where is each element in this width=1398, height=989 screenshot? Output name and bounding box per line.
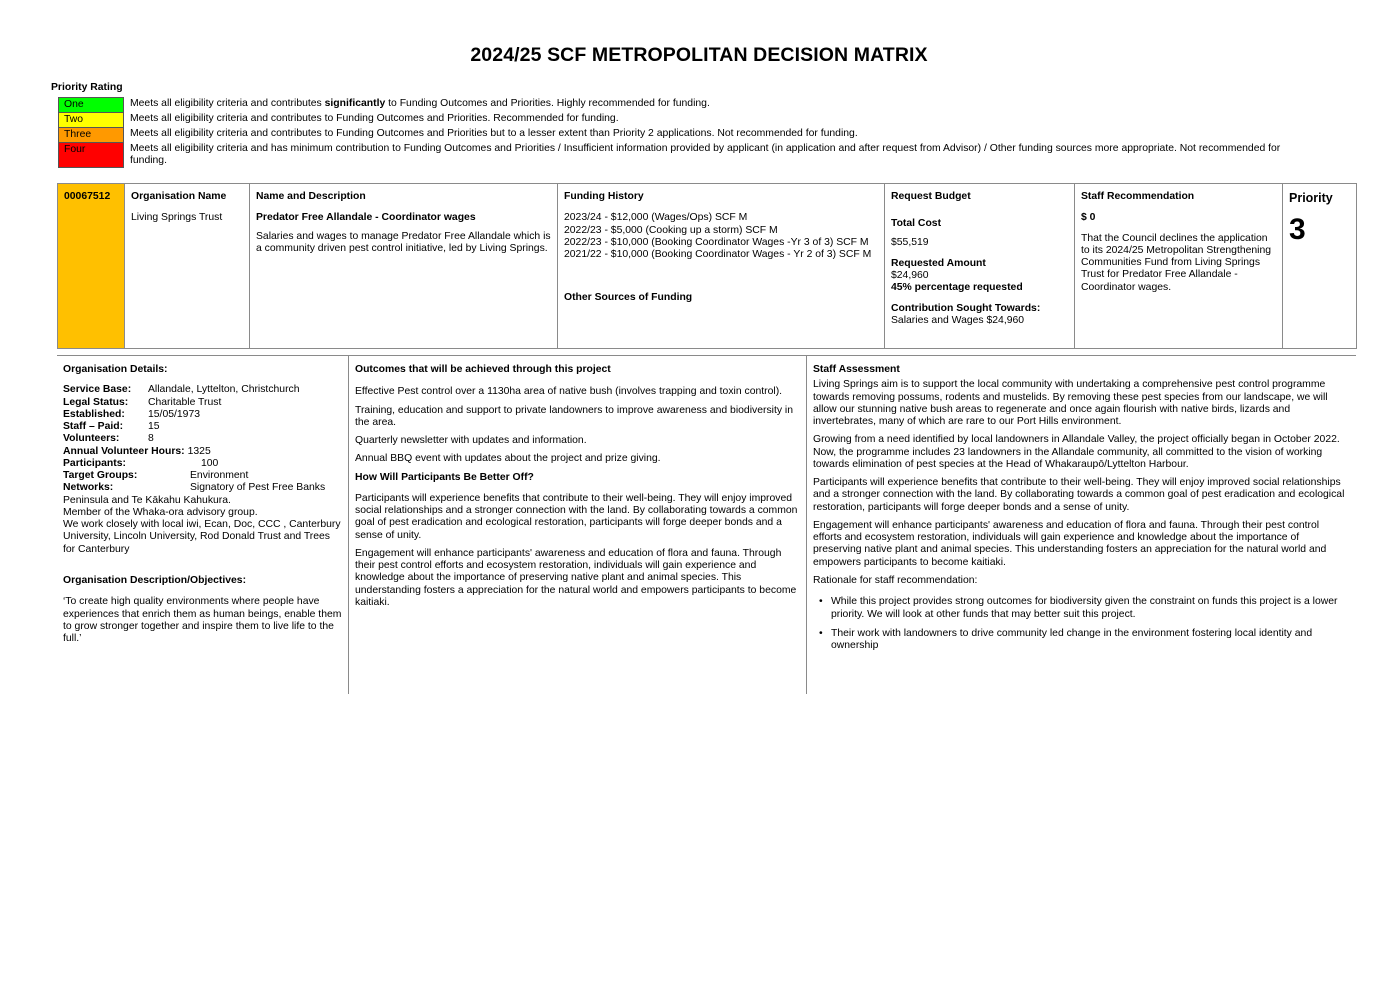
participants-label: Participants: xyxy=(63,457,126,469)
networks-label: Networks: xyxy=(63,482,114,494)
volunteers-label: Volunteers: xyxy=(63,433,120,445)
networks-line: Member of the Whaka-ora advisory group. xyxy=(63,506,258,518)
staff-assessment-column xyxy=(807,356,1352,694)
legal-status-row xyxy=(63,397,342,409)
total-cost-value: $55,519 xyxy=(891,236,929,248)
total-cost-label: Total Cost xyxy=(891,218,942,230)
outcomes-column xyxy=(349,356,807,694)
assessment-paragraph: Growing from a need identified by local landowners in Allandale Valley, the project officially began in October 2022. Now, the programme includes 23 landowners in the Allandale community, all committed to the vision of working towards elimination of pest species at the Head of Whakaraupō/Lyttelton Harbour. xyxy=(813,434,1340,470)
networks-row xyxy=(63,482,342,494)
service-base-label: Service Base: xyxy=(63,384,132,396)
organisation-description: ‘To create high quality environments where people have experiences that enrich them as human beings, enable them to grow stronger together and inspire them to live life to the full.’ xyxy=(63,596,342,645)
page-title: 2024/25 SCF METROPOLITAN DECISION MATRIX xyxy=(470,44,928,66)
funding-history-cell xyxy=(558,184,885,348)
contribution-label: Contribution Sought Towards: xyxy=(891,302,1041,314)
priority-cell xyxy=(1283,184,1356,348)
networks-value: Signatory of Pest Free Banks xyxy=(190,482,326,494)
application-id: 00067512 xyxy=(58,184,125,348)
rationale-item: • While this project provides strong outcomes for biodiversity given the constraint on funds this project is a lower priority. We will look at other funds that may better suit this project. xyxy=(825,596,1346,621)
established-value: 15/05/1973 xyxy=(148,408,201,420)
summary-table xyxy=(57,183,1357,349)
funding-history-item: 2022/23 - $10,000 (Booking Coordinator Wages -Yr 3 of 3) SCF M xyxy=(564,236,869,248)
outcome-item: Training, education and support to private landowners to improve awareness and biodiversity in the area. xyxy=(355,404,793,428)
priority-desc-three: Meets all eligibility criteria and contributes to Funding Outcomes and Priorities but to a lesser extent than Priority 2 applications. Not recommended for funding. xyxy=(130,128,858,139)
target-groups-label: Target Groups: xyxy=(63,470,138,482)
legal-status-value: Charitable Trust xyxy=(148,396,222,408)
priority-chip-two: Two xyxy=(58,112,124,127)
assessment-paragraph: Participants will experience benefits that contribute to their well-being. They will enjoy improved social relationships and a stronger connection with the land. By collaborating towards a common goal of pest eradication and ecological restoration, participants will forge deeper bonds and a sense of unity. xyxy=(813,477,1345,513)
staff-recommended-amount: $ 0 xyxy=(1081,212,1096,224)
funding-history-header: Funding History xyxy=(564,191,644,202)
staff-assessment-heading: Staff Assessment xyxy=(813,364,900,375)
contribution-value: Salaries and Wages $24,960 xyxy=(891,314,1025,326)
funding-history-item: 2023/24 - $12,000 (Wages/Ops) SCF M xyxy=(564,212,748,224)
priority-chip-one: One xyxy=(58,97,124,112)
percentage-requested: 45% percentage requested xyxy=(891,282,1023,294)
service-base-value: Allandale, Lyttelton, Christchurch xyxy=(148,384,300,396)
better-off-paragraph: Engagement will enhance participants' awareness and education of flora and fauna. Through their pest control efforts and ecosystem restoration, individuals will gain experience and knowledge about the importance of preserving native plant and animal species. This understanding fosters a appreciation for the natural world and empowers participants to become kaitiaki. xyxy=(355,547,797,608)
participants-value: 100 xyxy=(201,457,219,469)
request-budget-cell xyxy=(885,184,1075,348)
request-budget-header: Request Budget xyxy=(891,191,971,202)
staff-recommendation-header: Staff Recommendation xyxy=(1081,191,1195,202)
project-name: Predator Free Allandale - Coordinator wages xyxy=(256,212,476,224)
better-off-paragraph: Participants will experience benefits that contribute to their well-being. They will enjoy improved social relationships and a stronger connection with the land. By collaborating towards a common goal of pest eradication and ecological restoration, participants will forge deeper bonds and a sense of unity. xyxy=(355,492,798,541)
participants-row xyxy=(63,458,342,470)
funding-history-item: 2022/23 - $5,000 (Cooking up a storm) SCF M xyxy=(564,224,778,236)
project-description: Salaries and wages to manage Predator Free Allandale which is a community driven pest control initiative, led by Living Springs. xyxy=(256,230,551,254)
priority-desc-two: Meets all eligibility criteria and contributes to Funding Outcomes and Priorities. Recommended for funding. xyxy=(130,113,619,124)
staff-paid-row xyxy=(63,421,342,433)
priority-legend xyxy=(58,97,1318,168)
staff-paid-value: 15 xyxy=(148,421,160,433)
priority-row-three xyxy=(58,127,1318,142)
organisation-name-header: Organisation Name xyxy=(131,191,227,202)
rationale-list xyxy=(825,596,1346,652)
outcome-item: Annual BBQ event with updates about the project and prize giving. xyxy=(355,453,661,465)
assessment-paragraph: Engagement will enhance participants' awareness and education of flora and fauna. Through their pest control efforts and ecosystem restoration, individuals will gain experience and knowledge about the importance of preserving native plant and animal species. This understanding fosters an appreciation for the natural world and empowers participants to become kaitiaki. xyxy=(813,519,1327,568)
annual-hours-label: Annual Volunteer Hours: xyxy=(63,445,185,457)
assessment-paragraph: Living Springs aim is to support the local community with undertaking a comprehensive pest control programme towards removing possums, rodents and mustelids. By removing these pest species from our landscape, we will allow our stunning native bush areas to regenerate and once again flourish with native birds, lizards and invertebrates, many of which are rare to our Port Hills environment. xyxy=(813,379,1328,428)
funding-history-item: 2021/22 - $10,000 (Booking Coordinator Wages - Yr 2 of 3) SCF M xyxy=(564,249,872,261)
organisation-name-cell xyxy=(125,184,250,348)
organisation-description-heading: Organisation Description/Objectives: xyxy=(63,574,247,586)
better-off-heading: How Will Participants Be Better Off? xyxy=(355,471,534,483)
organisation-details-heading: Organisation Details: xyxy=(63,364,168,375)
annual-hours-value: 1325 xyxy=(187,445,211,457)
rationale-item: • Their work with landowners to drive community led change in the environment fostering local identity and ownership xyxy=(825,628,1346,653)
priority-desc-one: Meets all eligibility criteria and contributes significantly to Funding Outcomes and Priorities. Highly recommended for funding. xyxy=(130,98,710,109)
outcomes-heading: Outcomes that will be achieved through this project xyxy=(355,364,611,375)
requested-amount-value: $24,960 xyxy=(891,270,929,282)
established-label: Established: xyxy=(63,408,125,420)
priority-desc-four: Meets all eligibility criteria and has minimum contribution to Funding Outcomes and Priorities / Insufficient information provided by applicant (in application and after request from Advisor) / Other funding sources more appropriate. Not recommended for funding. xyxy=(130,143,1281,166)
priority-header: Priority xyxy=(1289,191,1333,205)
organisation-name: Living Springs Trust xyxy=(131,212,223,224)
staff-recommendation-cell xyxy=(1075,184,1283,348)
legal-status-label: Legal Status: xyxy=(63,396,129,408)
priority-chip-three: Three xyxy=(58,127,124,142)
service-base-row xyxy=(63,384,342,396)
staff-recommendation-text: That the Council declines the application to its 2024/25 Metropolitan Strengthening Communities Fund from Living Springs Trust for Predator Free Allandale - Coordinator wages. xyxy=(1081,232,1272,293)
priority-row-four xyxy=(58,142,1318,168)
target-groups-row xyxy=(63,470,342,482)
priority-row-two xyxy=(58,112,1318,127)
name-description-header: Name and Description xyxy=(256,191,366,202)
other-sources-header: Other Sources of Funding xyxy=(564,292,693,304)
volunteers-row xyxy=(63,433,342,445)
priority-chip-four: Four xyxy=(58,142,124,168)
established-row xyxy=(63,409,342,421)
networks-line: Peninsula and Te Kākahu Kahukura. xyxy=(63,494,231,506)
organisation-details-column xyxy=(57,356,349,694)
staff-paid-label: Staff – Paid: xyxy=(63,421,124,433)
outcome-item: Quarterly newsletter with updates and information. xyxy=(355,435,587,447)
networks-line: We work closely with local iwi, Ecan, Doc, CCC , Canterbury University, Lincoln University, Rod Donald Trust and Trees for Canterbury xyxy=(63,519,341,555)
requested-amount-label: Requested Amount xyxy=(891,257,986,269)
name-description-cell xyxy=(250,184,558,348)
priority-row-one xyxy=(58,97,1318,112)
priority-rating-heading: Priority Rating xyxy=(51,82,123,93)
volunteers-value: 8 xyxy=(148,433,154,445)
annual-hours-row xyxy=(63,446,342,458)
outcome-item: Effective Pest control over a 1130ha area of native bush (involves trapping and toxin control). xyxy=(355,386,783,398)
priority-value: 3 xyxy=(1289,212,1306,246)
target-groups-value: Environment xyxy=(190,470,249,482)
rationale-heading: Rationale for staff recommendation: xyxy=(813,574,978,586)
